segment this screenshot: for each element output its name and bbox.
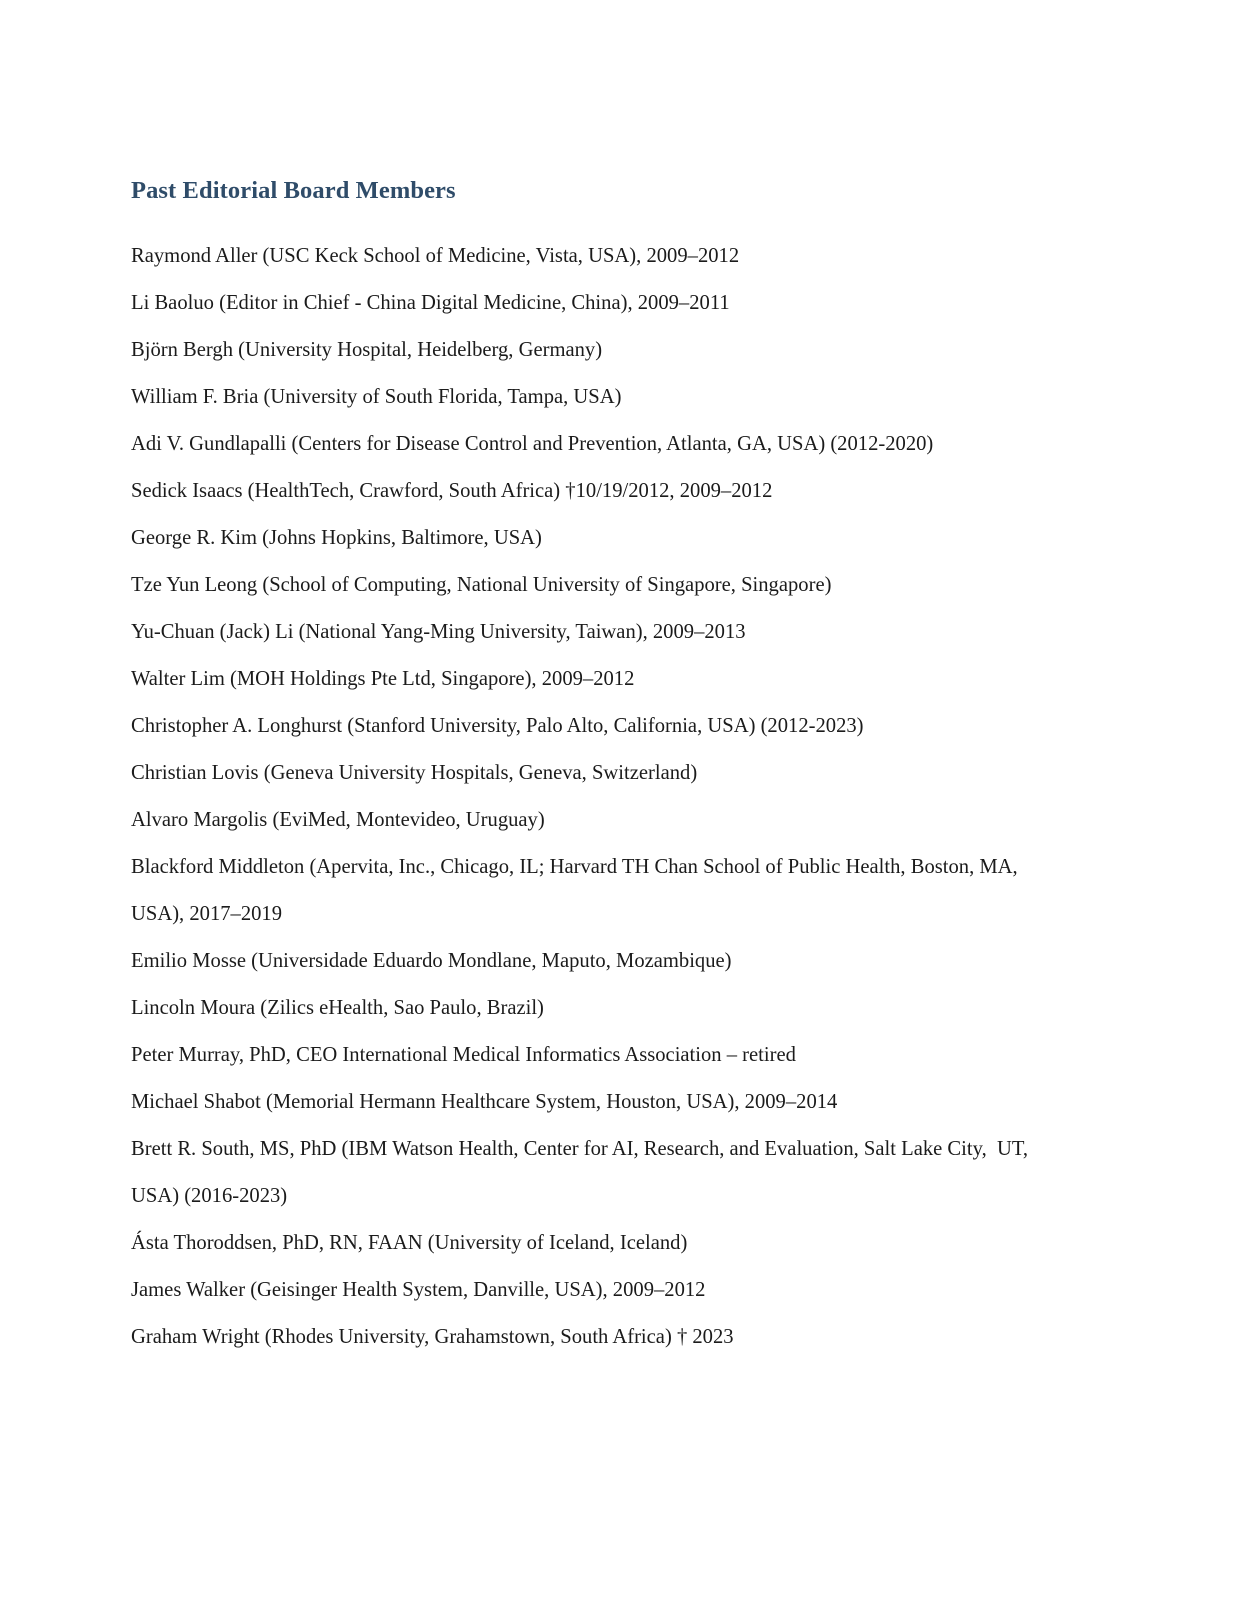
member-entry: Alvaro Margolis (EviMed, Montevideo, Uruguay) xyxy=(131,808,545,831)
member-entry: Walter Lim (MOH Holdings Pte Ltd, Singapore), 2009–2012 xyxy=(131,667,635,690)
member-entry: George R. Kim (Johns Hopkins, Baltimore, USA) xyxy=(131,526,542,549)
past-editorial-board-members-list xyxy=(131,233,1086,1361)
member-entry: Ásta Thoroddsen, PhD, RN, FAAN (University of Iceland, Iceland) xyxy=(131,1231,688,1254)
member-entry: James Walker (Geisinger Health System, Danville, USA), 2009–2012 xyxy=(131,1278,706,1301)
member-entry: Brett R. South, MS, PhD (IBM Watson Health, Center for AI, Research, and Evaluation, Salt Lake City, UT, USA) (2016-2023) xyxy=(131,1137,1034,1207)
member-entry: Blackford Middleton (Apervita, Inc., Chicago, IL; Harvard TH Chan School of Public Health, Boston, MA, USA), 2017–2019 xyxy=(131,855,1023,925)
member-entry: Peter Murray, PhD, CEO International Medical Informatics Association – retired xyxy=(131,1043,796,1066)
page-title: Past Editorial Board Members xyxy=(131,177,456,204)
member-entry: Raymond Aller (USC Keck School of Medicine, Vista, USA), 2009–2012 xyxy=(131,244,740,267)
member-entry: Tze Yun Leong (School of Computing, National University of Singapore, Singapore) xyxy=(131,573,832,596)
member-entry: Li Baoluo (Editor in Chief - China Digital Medicine, China), 2009–2011 xyxy=(131,291,730,314)
member-entry: Björn Bergh (University Hospital, Heidelberg, Germany) xyxy=(131,338,603,361)
member-entry: Christian Lovis (Geneva University Hospitals, Geneva, Switzerland) xyxy=(131,761,698,784)
member-entry: William F. Bria (University of South Florida, Tampa, USA) xyxy=(131,385,622,408)
member-entry: Lincoln Moura (Zilics eHealth, Sao Paulo, Brazil) xyxy=(131,996,544,1019)
member-entry: Christopher A. Longhurst (Stanford University, Palo Alto, California, USA) (2012-2023) xyxy=(131,714,864,737)
member-entry: Emilio Mosse (Universidade Eduardo Mondlane, Maputo, Mozambique) xyxy=(131,949,732,972)
member-entry: Michael Shabot (Memorial Hermann Healthcare System, Houston, USA), 2009–2014 xyxy=(131,1090,838,1113)
member-entry: Sedick Isaacs (HealthTech, Crawford, South Africa) †10/19/2012, 2009–2012 xyxy=(131,479,773,502)
member-entry: Graham Wright (Rhodes University, Grahamstown, South Africa) † 2023 xyxy=(131,1325,734,1348)
member-entry: Adi V. Gundlapalli (Centers for Disease Control and Prevention, Atlanta, GA, USA) (2012-2020) xyxy=(131,432,934,455)
member-entry: Yu-Chuan (Jack) Li (National Yang-Ming University, Taiwan), 2009–2013 xyxy=(131,620,746,643)
